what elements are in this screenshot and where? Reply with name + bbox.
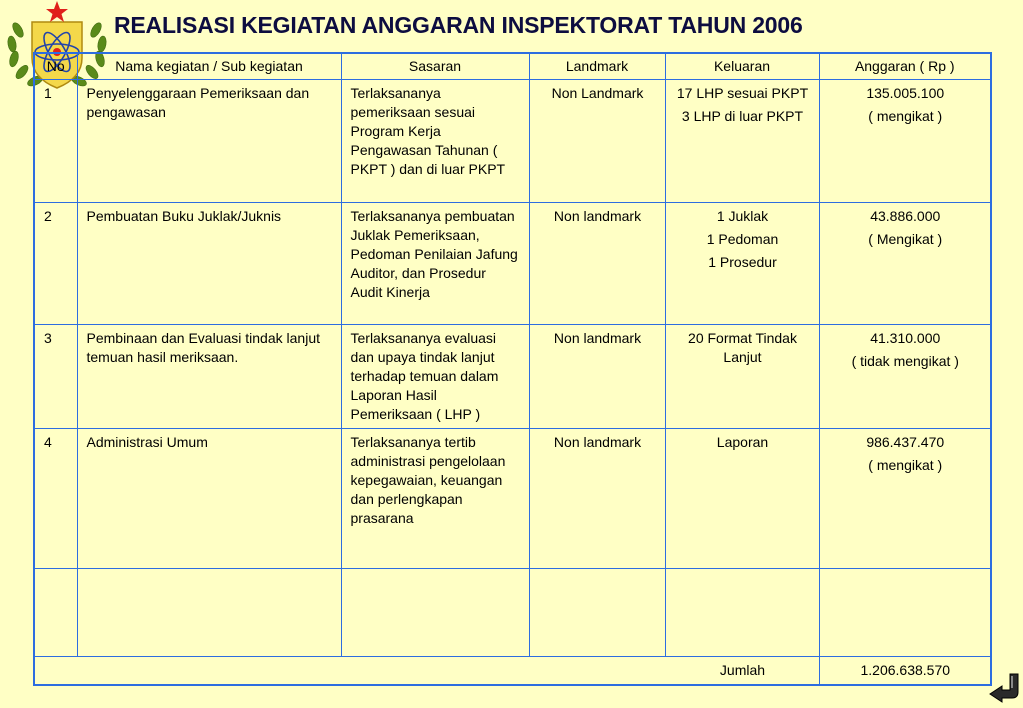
keluaran-line: 20 Format Tindak Lanjut — [688, 330, 797, 365]
header-keluaran: Keluaran — [665, 53, 819, 80]
row-no: 4 — [34, 429, 77, 569]
header-landmark: Landmark — [529, 53, 665, 80]
row-anggaran — [819, 429, 991, 569]
anggaran-status: ( mengikat ) — [868, 108, 943, 124]
total-row — [34, 657, 991, 685]
row-keluaran — [665, 429, 819, 569]
row-keluaran — [665, 203, 819, 325]
row-keluaran — [665, 325, 819, 429]
empty-cell — [34, 569, 77, 657]
keluaran-line: 17 LHP sesuai PKPT — [676, 85, 809, 101]
row-nama: Pembinaan dan Evaluasi tindak lanjut temuan hasil meriksaan. — [77, 325, 341, 429]
row-keluaran — [665, 80, 819, 203]
table-header-row — [34, 53, 991, 80]
table-row — [34, 203, 991, 325]
budget-table — [33, 52, 992, 686]
header-nama-kegiatan: Nama kegiatan / Sub kegiatan — [77, 53, 341, 80]
keluaran-line: 3 LHP di luar PKPT — [681, 108, 804, 124]
row-landmark: Non landmark — [529, 325, 665, 429]
anggaran-amount: 43.886.000 — [870, 208, 941, 224]
return-arrow-icon[interactable] — [988, 668, 1022, 704]
header-no: No — [34, 53, 77, 80]
table-row — [34, 429, 991, 569]
total-blank-cell — [34, 657, 665, 685]
header-sasaran: Sasaran — [341, 53, 529, 80]
anggaran-status: ( Mengikat ) — [868, 231, 943, 247]
row-nama: Pembuatan Buku Juklak/Juknis — [77, 203, 341, 325]
row-sasaran: Terlaksananya evaluasi dan upaya tindak lanjut terhadap temuan dalam Laporan Hasil Pemeriksaan ( LHP ) — [341, 325, 529, 429]
anggaran-amount: 986.437.470 — [866, 434, 945, 450]
table-row — [34, 80, 991, 203]
anggaran-amount: 135.005.100 — [866, 85, 945, 101]
keluaran-line: 1 Juklak — [716, 208, 769, 224]
header-anggaran: Anggaran ( Rp ) — [819, 53, 991, 80]
empty-cell — [77, 569, 341, 657]
empty-cell — [529, 569, 665, 657]
total-label: Jumlah — [665, 657, 819, 685]
row-no: 2 — [34, 203, 77, 325]
anggaran-status: ( tidak mengikat ) — [851, 353, 959, 369]
empty-cell — [665, 569, 819, 657]
row-no: 1 — [34, 80, 77, 203]
anggaran-amount: 41.310.000 — [870, 330, 941, 346]
row-sasaran: Terlaksananya pemeriksaan sesuai Program Kerja Pengawasan Tahunan ( PKPT ) dan di luar PKPT — [341, 80, 529, 203]
empty-cell — [819, 569, 991, 657]
row-sasaran: Terlaksananya tertib administrasi pengelolaan kepegawaian, keuangan dan perlengkapan prasarana — [341, 429, 529, 569]
empty-row — [34, 569, 991, 657]
keluaran-line: 1 Pedoman — [706, 231, 779, 247]
row-nama: Penyelenggaraan Pemeriksaan dan pengawasan — [77, 80, 341, 203]
row-landmark: Non Landmark — [529, 80, 665, 203]
row-anggaran — [819, 80, 991, 203]
page-title: REALISASI KEGIATAN ANGGARAN INSPEKTORAT TAHUN 2006 — [114, 12, 803, 38]
anggaran-status: ( mengikat ) — [868, 457, 943, 473]
empty-cell — [341, 569, 529, 657]
row-anggaran — [819, 325, 991, 429]
keluaran-line: Laporan — [716, 434, 769, 450]
row-no: 3 — [34, 325, 77, 429]
row-sasaran: Terlaksananya pembuatan Juklak Pemeriksaan, Pedoman Penilaian Jafung Auditor, dan Prosedur Audit Kinerja — [341, 203, 529, 325]
keluaran-line: 1 Prosedur — [708, 254, 777, 270]
row-nama: Administrasi Umum — [77, 429, 341, 569]
row-anggaran — [819, 203, 991, 325]
table-row — [34, 325, 991, 429]
row-landmark: Non landmark — [529, 429, 665, 569]
total-value: 1.206.638.570 — [819, 657, 991, 685]
row-landmark: Non landmark — [529, 203, 665, 325]
